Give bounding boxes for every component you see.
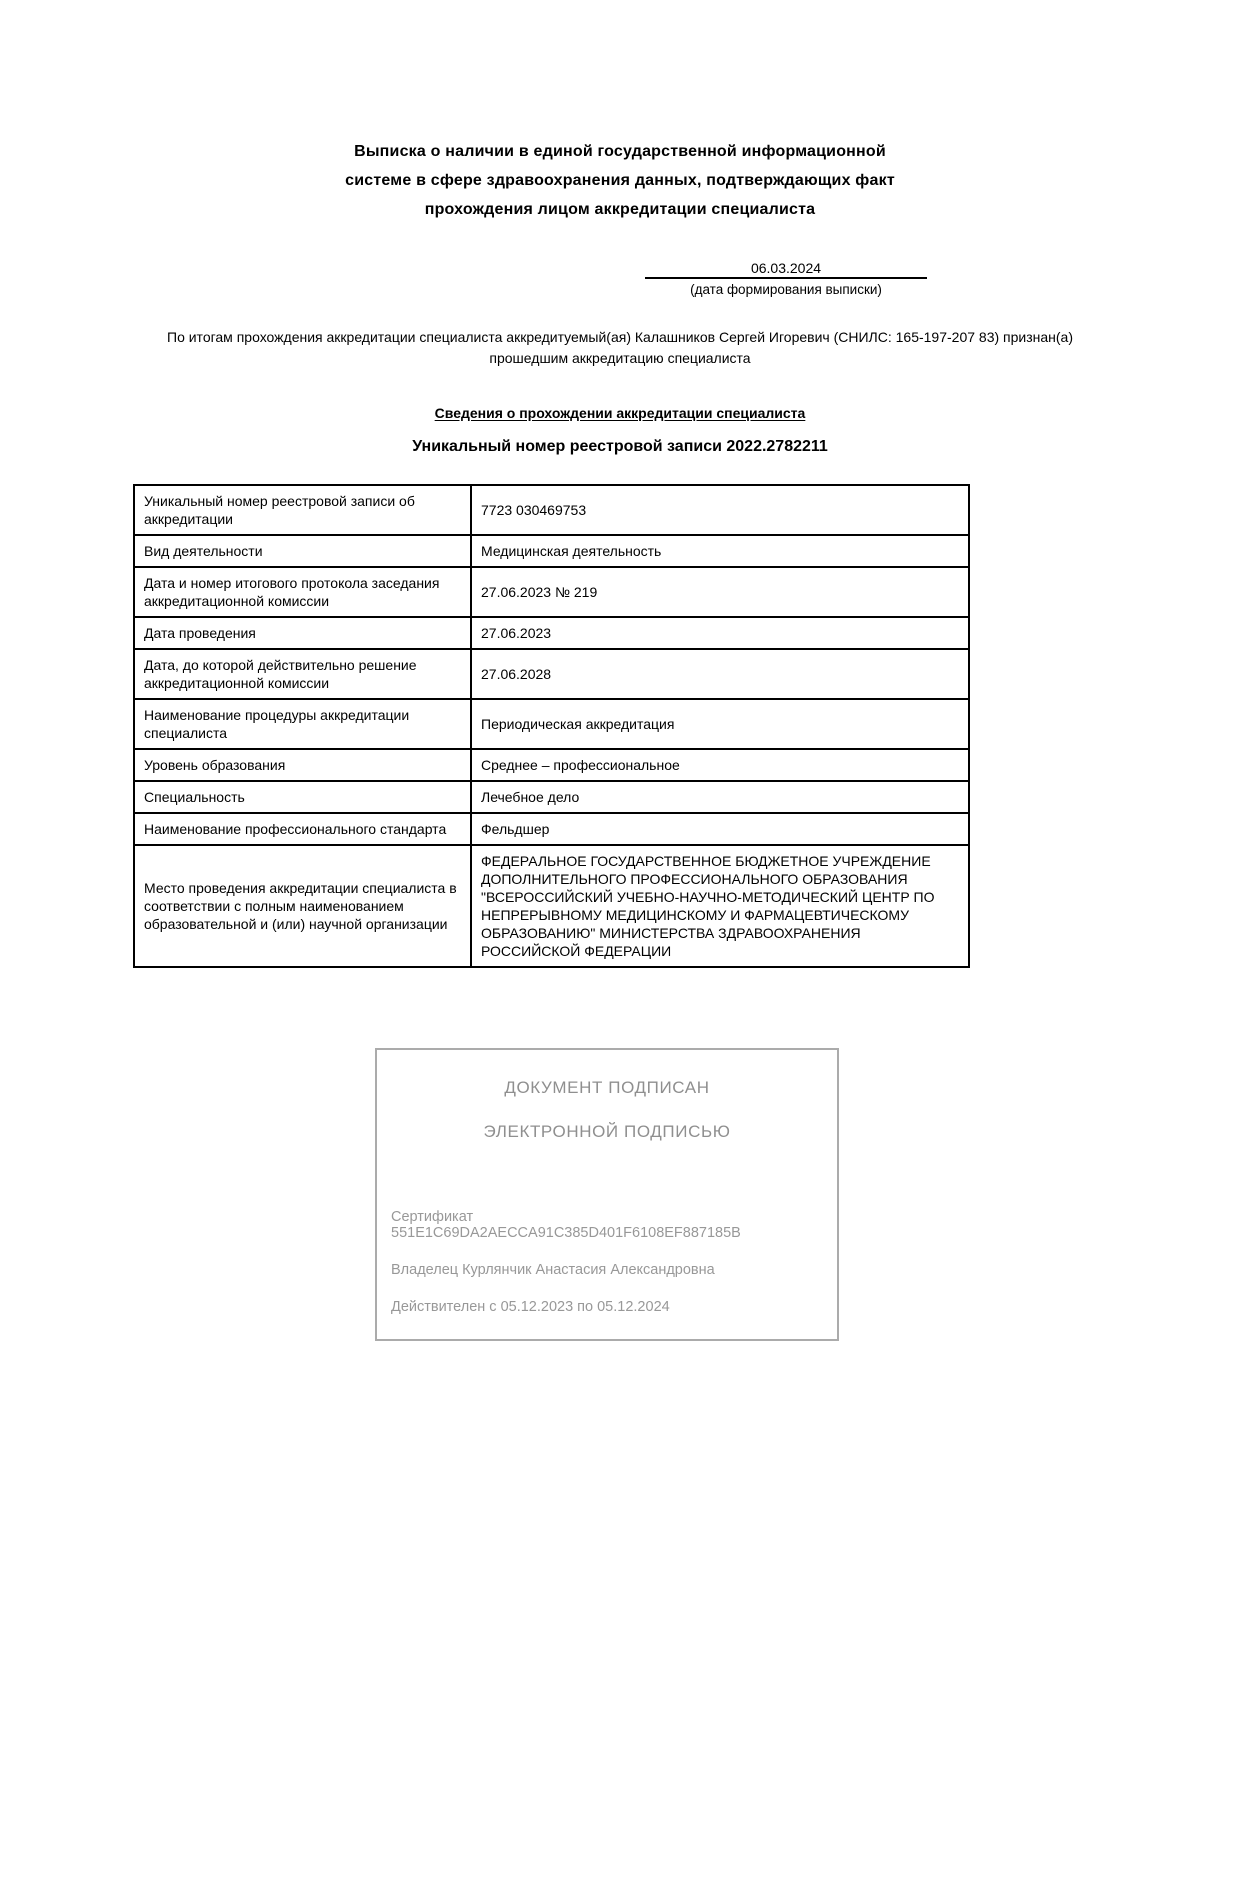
signature-spacer — [391, 1142, 823, 1188]
section-heading: Сведения о прохождении аккредитации специалиста — [434, 405, 806, 421]
table-row — [134, 749, 969, 781]
row-value: Среднее – профессиональное — [471, 749, 969, 781]
page-title-line-1: Выписка о наличии в единой государственной информационной — [354, 143, 886, 160]
table-row — [134, 699, 969, 749]
signature-header-line-1: ДОКУМЕНТ ПОДПИСАН — [504, 1078, 710, 1097]
row-value: Периодическая аккредитация — [471, 699, 969, 749]
extract-date-caption: (дата формирования выписки) — [690, 282, 882, 297]
row-label: Наименование процедуры аккредитации специалиста — [134, 699, 471, 749]
page-title — [310, 137, 930, 224]
extract-date-value: 06.03.2024 — [645, 260, 927, 279]
row-label: Дата, до которой действительно решение аккредитационной комиссии — [134, 649, 471, 699]
table-row — [134, 649, 969, 699]
accreditation-table — [133, 484, 970, 968]
extract-date-block — [645, 260, 927, 297]
row-label: Место проведения аккредитации специалиста в соответствии с полным наименованием образовательной и (или) научной организации — [134, 845, 471, 967]
registry-number-heading: Уникальный номер реестровой записи 2022.2782211 — [412, 438, 828, 455]
signature-owner: Владелец Курлянчик Анастасия Александровна — [391, 1262, 715, 1278]
row-label: Уровень образования — [134, 749, 471, 781]
row-label: Специальность — [134, 781, 471, 813]
page-title-line-2: системе в сфере здравоохранения данных, подтверждающих факт — [345, 172, 895, 189]
signature-validity: Действителен с 05.12.2023 по 05.12.2024 — [391, 1299, 670, 1315]
signature-header-line-2: ЭЛЕКТРОННОЙ ПОДПИСЬЮ — [483, 1122, 731, 1141]
page-title-line-3: прохождения лицом аккредитации специалиста — [424, 201, 816, 218]
table-row — [134, 617, 969, 649]
row-value: 7723 030469753 — [471, 485, 969, 535]
row-value: Фельдшер — [471, 813, 969, 845]
table-row — [134, 485, 969, 535]
table-row — [134, 781, 969, 813]
row-value: Медицинская деятельность — [471, 535, 969, 567]
row-label: Дата и номер итогового протокола заседания аккредитационной комиссии — [134, 567, 471, 617]
row-label: Наименование профессионального стандарта — [134, 813, 471, 845]
intro-paragraph: По итогам прохождения аккредитации специалиста аккредитуемый(ая) Калашников Сергей Игоревич (СНИЛС: 165-197-207 83) признан(а) прошедшим аккредитацию специалиста — [167, 329, 1073, 366]
row-label: Вид деятельности — [134, 535, 471, 567]
signature-certificate: Сертификат 551E1C69DA2AECCA91C385D401F6108EF887185B — [391, 1209, 741, 1241]
row-value: 27.06.2028 — [471, 649, 969, 699]
row-label: Дата проведения — [134, 617, 471, 649]
row-value: Лечебное дело — [471, 781, 969, 813]
row-value: 27.06.2023 — [471, 617, 969, 649]
table-row — [134, 535, 969, 567]
row-value: ФЕДЕРАЛЬНОЕ ГОСУДАРСТВЕННОЕ БЮДЖЕТНОЕ УЧРЕЖДЕНИЕ ДОПОЛНИТЕЛЬНОГО ПРОФЕССИОНАЛЬНОГО ОБРАЗОВАНИЯ "ВСЕРОССИЙСКИЙ УЧЕБНО-НАУЧНО-МЕТОДИЧЕСКИЙ ЦЕНТР ПО НЕПРЕРЫВНОМУ МЕДИЦИНСКОМУ И ФАРМАЦЕВТИЧЕСКОМУ ОБРАЗОВАНИЮ" МИНИСТЕРСТВА ЗДРАВООХРАНЕНИЯ РОССИЙСКОЙ ФЕДЕРАЦИИ — [471, 845, 969, 967]
table-row — [134, 845, 969, 967]
row-value: 27.06.2023 № 219 — [471, 567, 969, 617]
row-label: Уникальный номер реестровой записи об аккредитации — [134, 485, 471, 535]
table-row — [134, 567, 969, 617]
table-row — [134, 813, 969, 845]
digital-signature-stamp — [375, 1048, 839, 1341]
